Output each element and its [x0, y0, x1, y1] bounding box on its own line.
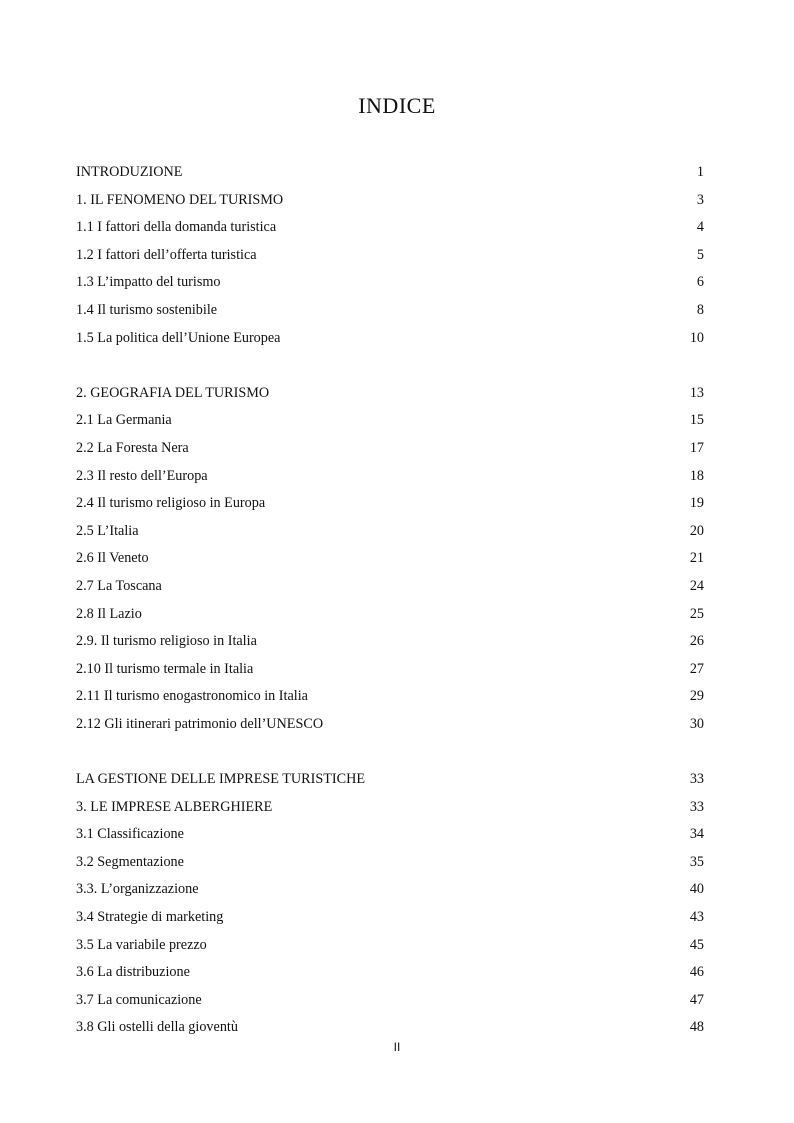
toc-entry-label: 3.8 Gli ostelli della gioventù	[76, 1019, 238, 1036]
toc-entry	[76, 545, 704, 573]
toc-entry	[76, 959, 704, 987]
toc-entry-page: 19	[689, 495, 704, 512]
page-number: II	[393, 1040, 401, 1054]
toc-entry-page: 8	[696, 301, 704, 318]
toc-entry-page: 21	[689, 550, 704, 567]
toc-entry-page: 3	[696, 191, 704, 208]
toc-entry-label: 1.1 I fattori della domanda turistica	[76, 219, 277, 236]
toc-entry	[76, 435, 704, 463]
toc-entry-label: 2. GEOGRAFIA DEL TURISMO	[76, 384, 270, 401]
toc-entry-page: 33	[689, 771, 704, 788]
toc-entry	[76, 628, 704, 656]
toc-entry	[76, 325, 704, 353]
toc-entry	[76, 573, 704, 601]
toc-entry	[76, 242, 704, 270]
toc-entry	[76, 683, 704, 711]
toc-entry-label: 2.5 L’Italia	[76, 522, 139, 539]
toc-entry-label: 2.4 Il turismo religioso in Europa	[76, 495, 266, 512]
toc-entry-label: 3.3. L’organizzazione	[76, 881, 199, 898]
toc-entry-label: 3. LE IMPRESE ALBERGHIERE	[76, 798, 273, 815]
toc-entry-page: 46	[689, 964, 704, 981]
toc-entry	[76, 159, 704, 187]
toc-entry-page: 4	[696, 219, 704, 236]
toc-entry	[76, 490, 704, 518]
toc-entry-page: 40	[689, 881, 704, 898]
toc-entry	[76, 904, 704, 932]
toc-entry-label: 2.9. Il turismo religioso in Italia	[76, 633, 257, 650]
toc-entry-label: INTRODUZIONE	[76, 164, 183, 180]
toc-entry-page: 10	[689, 329, 704, 346]
toc-entry-page: 15	[689, 412, 704, 429]
toc-entry-page: 13	[689, 384, 704, 401]
toc-entry-label: 1.2 I fattori dell’offerta turistica	[76, 246, 257, 263]
toc-entry-label: 2.3 Il resto dell’Europa	[76, 467, 208, 484]
toc-entry	[76, 518, 704, 546]
toc-entry-page: 33	[689, 798, 704, 815]
toc-entry-page: 47	[689, 991, 704, 1008]
toc-entry	[76, 601, 704, 629]
toc-entry-page: 1	[696, 164, 704, 180]
toc-entry-page: 35	[689, 853, 704, 870]
toc-entry-page: 18	[689, 467, 704, 484]
toc-entry-page: 26	[689, 633, 704, 650]
toc-entry-label: 1.3 L’impatto del turismo	[76, 274, 221, 291]
toc-entry	[76, 932, 704, 960]
toc-entry	[76, 297, 704, 325]
toc-entry	[76, 380, 704, 408]
toc-entry-label: 1.5 La politica dell’Unione Europea	[76, 329, 281, 346]
toc-entry-label: 1.4 Il turismo sostenibile	[76, 301, 218, 318]
toc-entry-label: 3.5 La variabile prezzo	[76, 936, 207, 953]
toc-entry	[76, 876, 704, 904]
toc-entry-page: 34	[689, 826, 704, 843]
toc-entry	[76, 987, 704, 1015]
toc-entry-page: 24	[689, 577, 704, 594]
toc-entry-label: 2.1 La Germania	[76, 412, 172, 429]
toc-entry-label: LA GESTIONE DELLE IMPRESE TURISTICHE	[76, 771, 365, 788]
toc-entry-label: 3.2 Segmentazione	[76, 853, 184, 870]
toc-entry-page: 29	[689, 688, 704, 705]
toc-entry-label: 2.7 La Toscana	[76, 577, 162, 594]
toc-entry	[76, 407, 704, 435]
toc-entry-label: 3.6 La distribuzione	[76, 964, 190, 981]
toc-entry-label: 2.10 Il turismo termale in Italia	[76, 660, 254, 677]
toc-entry-page: 5	[696, 246, 704, 263]
toc-entry-page: 27	[689, 660, 704, 677]
toc-entry	[76, 766, 704, 794]
toc-entry-label: 2.12 Gli itinerari patrimonio dell’UNESCO	[76, 715, 324, 732]
toc-entry	[76, 849, 704, 877]
toc-entry-page: 45	[689, 936, 704, 953]
toc-entry-label: 1. IL FENOMENO DEL TURISMO	[76, 191, 284, 208]
toc-entry-label: 3.7 La comunicazione	[76, 991, 202, 1008]
toc-entry-label: 2.2 La Foresta Nera	[76, 439, 189, 456]
toc-entry	[76, 1014, 704, 1042]
toc-entry-page: 43	[689, 909, 704, 926]
toc-entry	[76, 794, 704, 822]
toc-entry	[76, 463, 704, 491]
toc-entry-label: 3.4 Strategie di marketing	[76, 909, 224, 926]
toc-entry-page: 48	[689, 1019, 704, 1036]
toc-entry-label: 2.8 Il Lazio	[76, 605, 142, 622]
toc-entry	[76, 656, 704, 684]
toc-entry-page: 20	[689, 522, 704, 539]
toc-entry-page: 30	[689, 715, 704, 732]
toc-entry-page: 17	[689, 439, 704, 456]
section-spacer	[76, 352, 704, 380]
toc-entry-page: 6	[696, 274, 704, 291]
toc-entry-label: 2.6 Il Veneto	[76, 550, 149, 567]
section-spacer	[76, 738, 704, 766]
toc-entry	[76, 187, 704, 215]
toc-entry	[76, 821, 704, 849]
toc-entry	[76, 214, 704, 242]
page-title: INDICE	[358, 93, 436, 118]
toc-entry-page: 25	[689, 605, 704, 622]
toc-entry-label: 2.11 Il turismo enogastronomico in Italia	[76, 688, 308, 705]
toc-entry	[76, 269, 704, 297]
table-of-contents	[76, 159, 704, 1042]
toc-entry	[76, 711, 704, 739]
toc-entry-label: 3.1 Classificazione	[76, 826, 184, 843]
